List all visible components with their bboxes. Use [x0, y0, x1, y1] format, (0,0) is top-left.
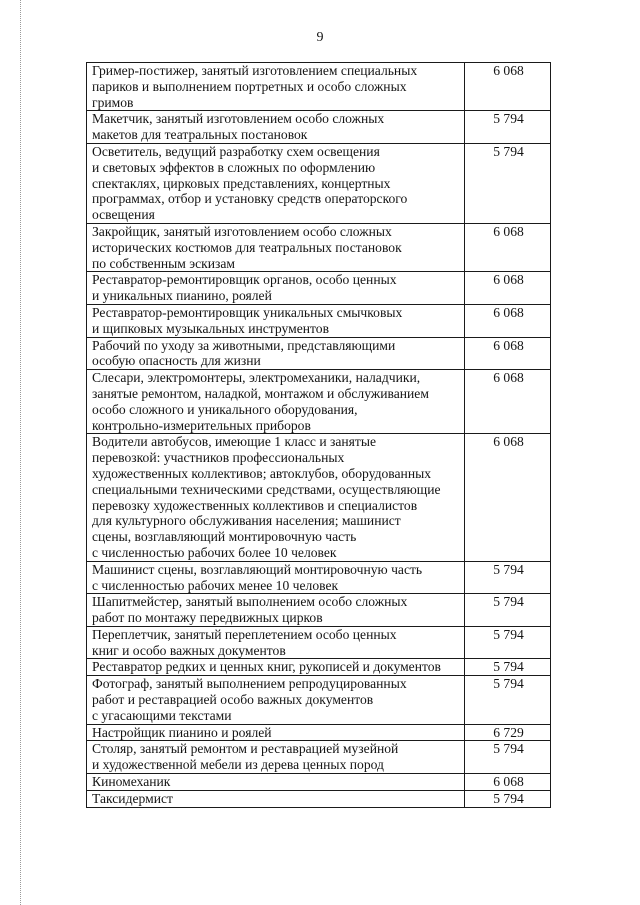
rate-value: 6 068	[465, 223, 551, 271]
rate-value: 6 729	[465, 724, 551, 741]
table-row	[87, 774, 551, 791]
table-row	[87, 724, 551, 741]
occupation-title: Киномеханик	[87, 774, 465, 791]
occupation-title: Реставратор-ремонтировщик органов, особо ценных и уникальных пианино, роялей	[87, 272, 465, 305]
rate-value: 6 068	[465, 272, 551, 305]
rate-value: 5 794	[465, 676, 551, 724]
occupation-title: Реставратор-ремонтировщик уникальных смычковых и щипковых музыкальных инструментов	[87, 304, 465, 337]
table-row	[87, 676, 551, 724]
occupation-title: Таксидермист	[87, 790, 465, 807]
rate-value: 5 794	[465, 594, 551, 627]
occupation-title: Машинист сцены, возглавляющий монтировочную часть с численностью рабочих менее 10 человек	[87, 561, 465, 594]
table-row	[87, 659, 551, 676]
occupation-title: Водители автобусов, имеющие 1 класс и занятые перевозкой: участников профессиональных художественных коллективов; автоклубов, оборудованных специальными техническими средствами, осуществляющие перевозку художественных коллективов и специалистов для культурного обслуживания населения; машинист сцены, возглавляющий монтировочную часть с численностью рабочих более 10 человек	[87, 434, 465, 561]
rate-value: 6 068	[465, 434, 551, 561]
rate-value: 5 794	[465, 741, 551, 774]
rate-value: 5 794	[465, 790, 551, 807]
table-row	[87, 370, 551, 434]
occupation-title: Настройщик пианино и роялей	[87, 724, 465, 741]
table-row	[87, 790, 551, 807]
table-row	[87, 594, 551, 627]
rate-value: 5 794	[465, 561, 551, 594]
rate-value: 6 068	[465, 370, 551, 434]
page-number: 9	[316, 30, 324, 45]
occupation-title: Шапитмейстер, занятый выполнением особо сложных работ по монтажу передвижных цирков	[87, 594, 465, 627]
occupations-table-body	[87, 63, 551, 808]
rate-value: 5 794	[465, 626, 551, 659]
occupation-title: Закройщик, занятый изготовлением особо сложных исторических костюмов для театральных постановок по собственным эскизам	[87, 223, 465, 271]
scan-left-edge	[20, 0, 21, 905]
table-row	[87, 272, 551, 305]
occupation-title: Гример-постижер, занятый изготовлением специальных париков и выполнением портретных и особо сложных гримов	[87, 63, 465, 111]
table-row	[87, 434, 551, 561]
table-row	[87, 63, 551, 111]
rate-value: 5 794	[465, 111, 551, 144]
table-row	[87, 337, 551, 370]
table-row	[87, 741, 551, 774]
occupation-title: Реставратор редких и ценных книг, рукописей и документов	[87, 659, 465, 676]
occupation-title: Переплетчик, занятый переплетением особо ценных книг и особо важных документов	[87, 626, 465, 659]
table-row	[87, 561, 551, 594]
rate-value: 6 068	[465, 337, 551, 370]
rate-value: 5 794	[465, 659, 551, 676]
rate-value: 6 068	[465, 774, 551, 791]
table-row	[87, 304, 551, 337]
occupations-table	[86, 62, 551, 808]
table-row	[87, 111, 551, 144]
rate-value: 6 068	[465, 304, 551, 337]
rate-value: 6 068	[465, 63, 551, 111]
table-row	[87, 143, 551, 223]
table-row	[87, 626, 551, 659]
table-row	[87, 223, 551, 271]
occupation-title: Осветитель, ведущий разработку схем освещения и световых эффектов в сложных по оформлению спектаклях, цирковых представлениях, концертных программах, отбор и установку средств операторского освещения	[87, 143, 465, 223]
occupation-title: Рабочий по уходу за животными, представляющими особую опасность для жизни	[87, 337, 465, 370]
occupation-title: Фотограф, занятый выполнением репродуцированных работ и реставрацией особо важных документов с угасающими текстами	[87, 676, 465, 724]
occupation-title: Столяр, занятый ремонтом и реставрацией музейной и художественной мебели из дерева ценных пород	[87, 741, 465, 774]
occupation-title: Слесари, электромонтеры, электромеханики, наладчики, занятые ремонтом, наладкой, монтажом и обслуживанием особо сложного и уникального оборудования, контрольно-измерительных приборов	[87, 370, 465, 434]
rate-value: 5 794	[465, 143, 551, 223]
occupation-title: Макетчик, занятый изготовлением особо сложных макетов для театральных постановок	[87, 111, 465, 144]
